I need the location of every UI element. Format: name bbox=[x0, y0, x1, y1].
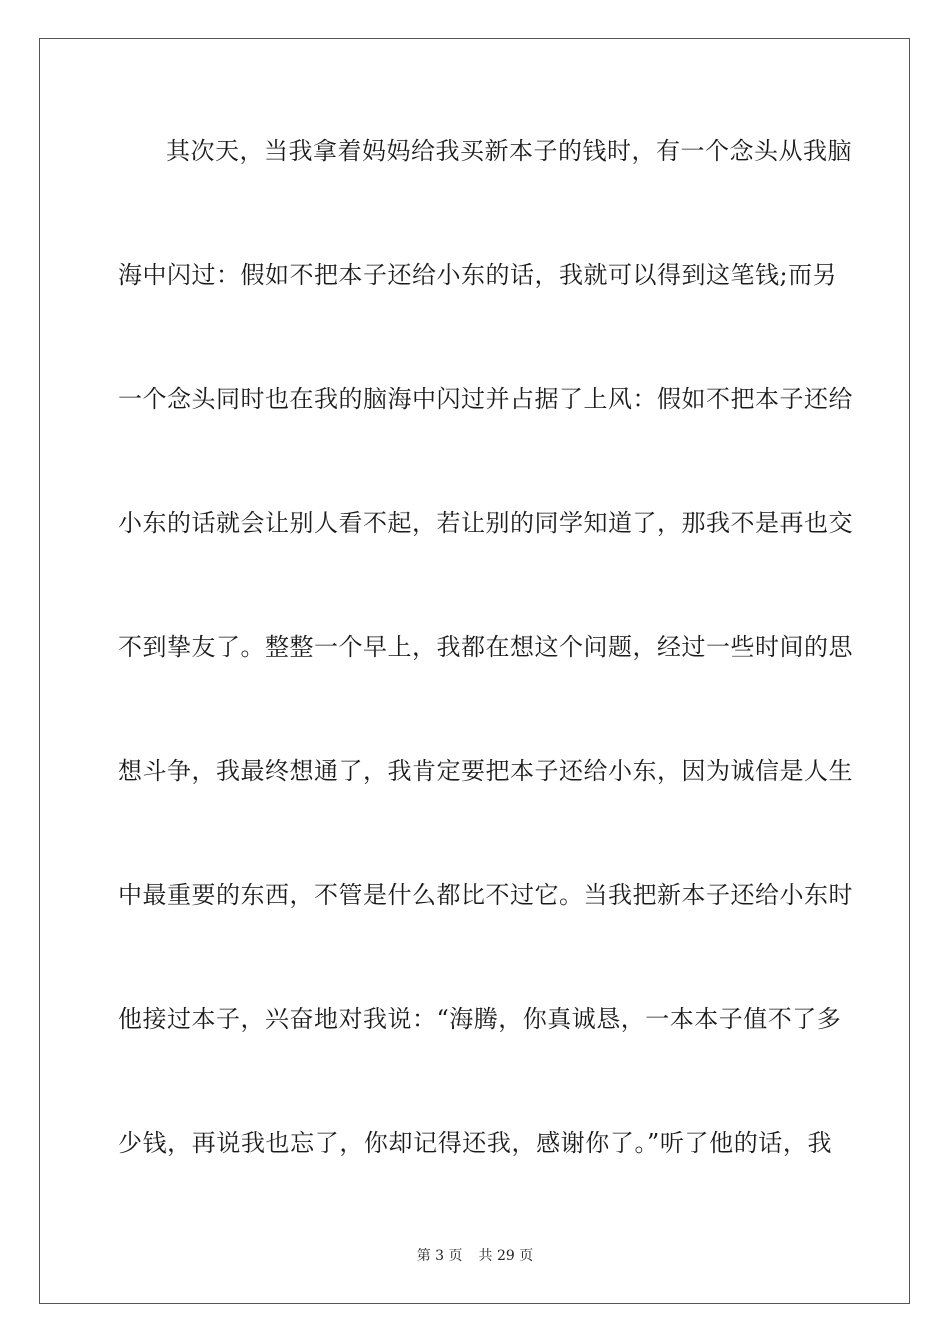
paragraph-line-2: 海中闪过：假如不把本子还给小东的话，我就可以得到这笔钱;而另 bbox=[118, 261, 838, 289]
page-total: 共 29 页 bbox=[478, 1248, 534, 1264]
paragraph-line-4: 小东的话就会让别人看不起，若让别的同学知道了，那我不是再也交 bbox=[118, 509, 853, 537]
paragraph-line-3: 一个念头同时也在我的脑海中闪过并占据了上风：假如不把本子还给 bbox=[118, 385, 853, 413]
page-footer bbox=[0, 1247, 950, 1265]
paragraph-line-7: 中最重要的东西，不管是什么都比不过它。当我把新本子还给小东时 bbox=[118, 881, 853, 909]
paragraph-line-8: 他接过本子，兴奋地对我说：“海腾，你真诚恳，一本本子值不了多 bbox=[118, 1005, 842, 1033]
page-border bbox=[39, 38, 910, 1304]
paragraph-line-6: 想斗争，我最终想通了，我肯定要把本子还给小东，因为诚信是人生 bbox=[118, 757, 853, 785]
paragraph-line-1: 其次天，当我拿着妈妈给我买新本子的钱时，有一个念头从我脑 bbox=[166, 137, 852, 165]
paragraph-line-5: 不到挚友了。整整一个早上，我都在想这个问题，经过一些时间的思 bbox=[118, 633, 853, 661]
paragraph-line-9: 少钱，再说我也忘了，你却记得还我，感谢你了。”听了他的话，我 bbox=[118, 1129, 832, 1157]
page-number: 第 3 页 bbox=[416, 1248, 463, 1264]
